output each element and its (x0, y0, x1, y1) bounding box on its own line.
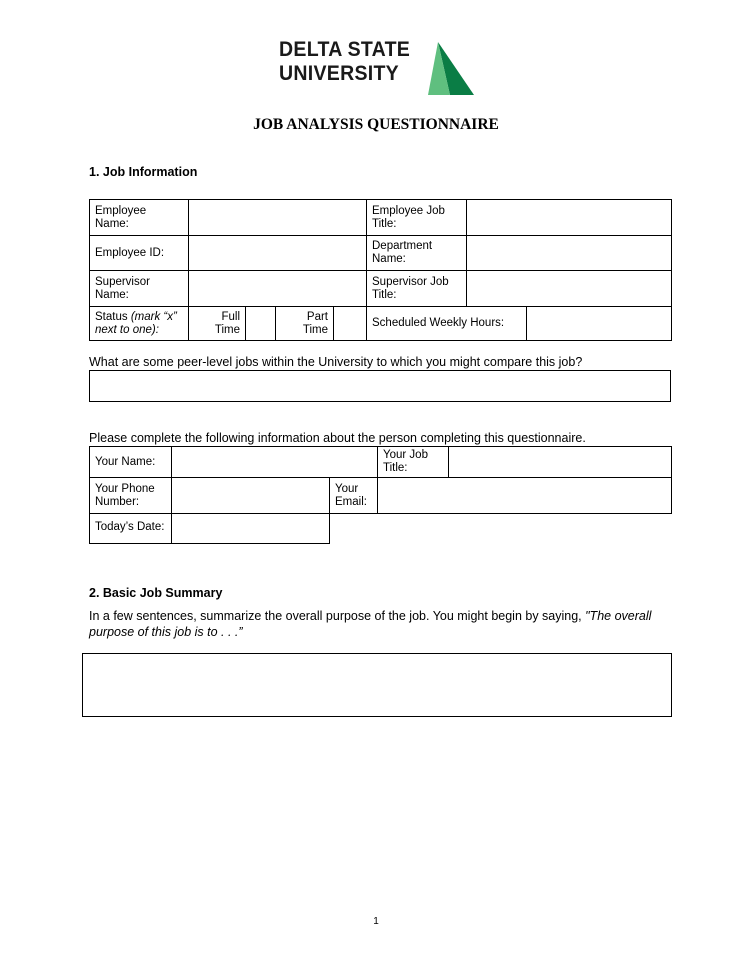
table-row (90, 307, 672, 341)
employee-name-field[interactable] (189, 200, 367, 236)
supervisor-name-label: Supervisor Name: (90, 271, 189, 307)
employee-job-title-label: Employee Job Title: (367, 200, 467, 236)
section-2-heading: 2. Basic Job Summary (89, 586, 223, 600)
department-name-label: Department Name: (367, 236, 467, 271)
peer-jobs-question: What are some peer-level jobs within the University to which you might compare this job? (89, 355, 583, 369)
logo-line-1: DELTA STATE (279, 38, 411, 61)
your-job-title-label: Your Job Title: (378, 447, 449, 478)
scheduled-hours-label: Scheduled Weekly Hours: (367, 307, 527, 341)
employee-name-label: Employee Name: (90, 200, 189, 236)
table-row (90, 271, 672, 307)
logo-wordmark (279, 38, 410, 86)
completer-table (89, 446, 672, 514)
full-time-mark-field[interactable] (246, 307, 276, 341)
todays-date-field[interactable] (172, 513, 330, 543)
scheduled-hours-field[interactable] (527, 307, 672, 341)
part-time-label: Part Time (276, 307, 334, 341)
summary-instruction (89, 608, 679, 640)
todays-date-label: Today’s Date: (90, 513, 172, 543)
your-phone-label: Your Phone Number: (90, 478, 172, 514)
table-row (90, 513, 330, 543)
supervisor-name-field[interactable] (189, 271, 367, 307)
your-phone-field[interactable] (172, 478, 330, 514)
supervisor-job-title-field[interactable] (467, 271, 672, 307)
page-number: 1 (373, 916, 379, 927)
employee-job-title-field[interactable] (467, 200, 672, 236)
employee-id-label: Employee ID: (90, 236, 189, 271)
full-time-label: Full Time (189, 307, 246, 341)
university-logo (279, 38, 481, 98)
completer-intro: Please complete the following information about the person completing this questionnaire. (89, 431, 586, 445)
status-label: Status (95, 310, 128, 323)
job-information-table (89, 199, 672, 341)
part-time-mark-field[interactable] (334, 307, 367, 341)
document-title: JOB ANALYSIS QUESTIONNAIRE (253, 116, 499, 133)
summary-instruction-text: In a few sentences, summarize the overall purpose of the job. You might begin by saying, (89, 609, 586, 623)
your-name-label: Your Name: (90, 447, 172, 478)
table-row (90, 200, 672, 236)
department-name-field[interactable] (467, 236, 672, 271)
table-row (90, 478, 672, 514)
table-row (90, 236, 672, 271)
section-1-heading: 1. Job Information (89, 165, 198, 179)
your-name-field[interactable] (172, 447, 378, 478)
delta-triangle-icon (424, 40, 476, 96)
logo-line-2: UNIVERSITY (279, 62, 399, 85)
your-job-title-field[interactable] (449, 447, 672, 478)
your-email-label: Your Email: (330, 478, 378, 514)
employee-id-field[interactable] (189, 236, 367, 271)
summary-instruction-italic: "The overall purpose of this job is to . . .” (89, 609, 652, 639)
table-row (90, 447, 672, 478)
status-label-cell (90, 307, 189, 341)
supervisor-job-title-label: Supervisor Job Title: (367, 271, 467, 307)
peer-jobs-field[interactable] (89, 370, 671, 402)
todays-date-table (89, 513, 330, 544)
job-summary-field[interactable] (82, 653, 672, 717)
your-email-field[interactable] (378, 478, 672, 514)
status-note: (mark “x” next to one): (95, 310, 177, 336)
